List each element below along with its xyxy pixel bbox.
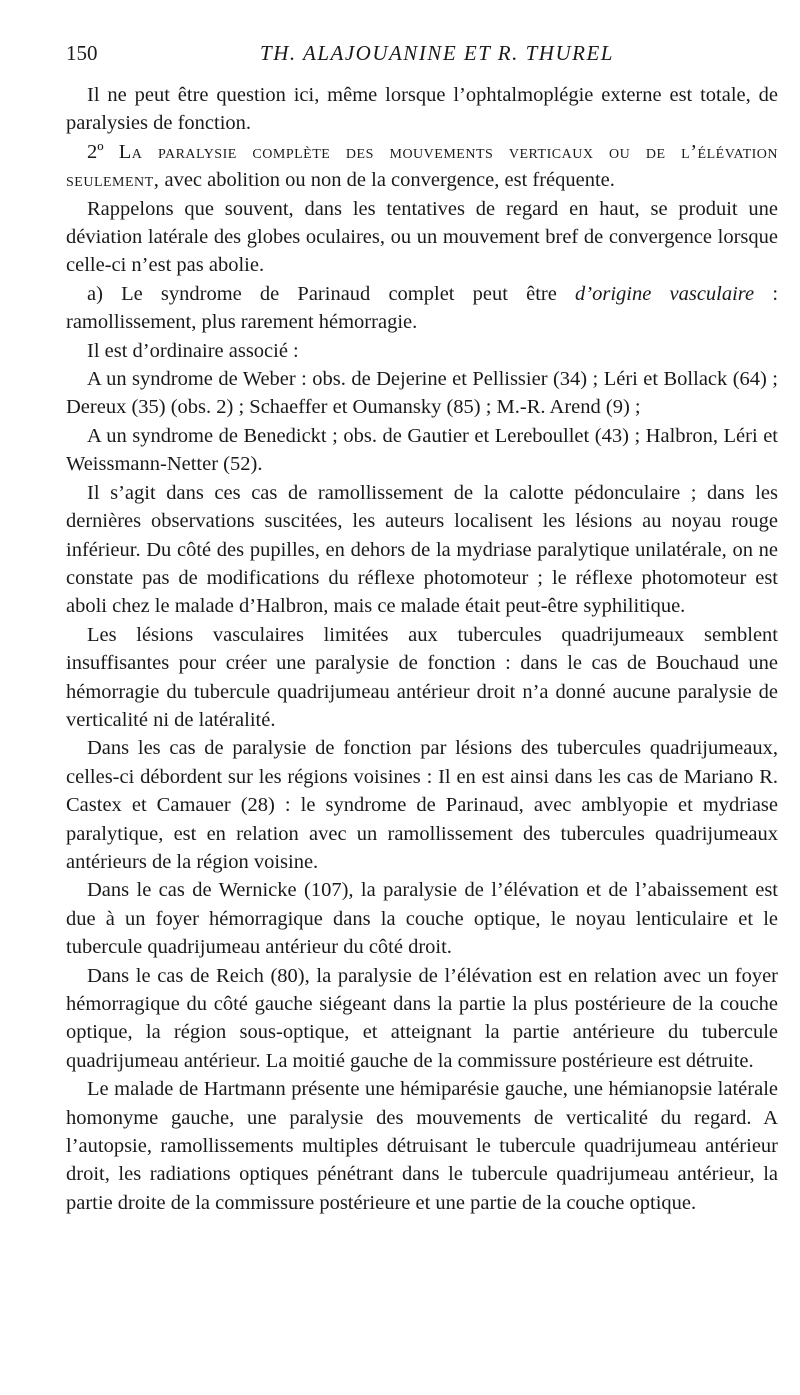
section-number: 2º [87,140,104,163]
paragraph: Les lésions vasculaires limitées aux tubercules quadrijumeaux semblent insuffisantes pour créer une paralysie de fonction : dans le cas de Bouchaud une hémorragie du tubercule quadrijumeau antérieur droit n’a donné aucune paralysie de verticalité ni de latéralité. [66,623,778,731]
running-head: TH. ALAJOUANINE ET R. THUREL [260,41,614,65]
page-number: 150 [66,41,98,65]
emphasis-text: d’origine vasculaire [575,282,755,305]
paragraph: Il est d’ordinaire associé : [87,339,299,362]
paragraph [66,138,778,195]
paragraph: Dans le cas de Wernicke (107), la paralysie de l’élévation et de l’abaissement est due à un foyer hémorragique dans la couche optique, le noyau lenticulaire et le tubercule quadrijumeau antérieur du côté droit. [66,879,778,959]
paragraph: A un syndrome de Benedickt ; obs. de Gautier et Lereboullet (43) ; Halbron, Léri et Weissmann-Netter (52). [66,424,778,476]
paragraph: Rappelons que souvent, dans les tentatives de regard en haut, se produit une déviation latérale des globes oculaires, ou un mouvement bref de convergence lorsque celle-ci n’est pas abolie. [66,197,778,277]
paragraph: A un syndrome de Weber : obs. de Dejerine et Pellissier (34) ; Léri et Bollack (64) ; Dereux (35) (obs. 2) ; Schaeffer et Oumansky (85) ; M.-R. Arend (9) ; [66,368,778,419]
section-heading: La paralysie complète des mouvements verticaux ou de l’élévation seulement, [66,140,779,192]
paragraph: Il s’agit dans ces cas de ramollissement de la calotte pédonculaire ; dans les dernières observations suscitées, les auteurs localisent les lésions au noyau rouge inférieur. Du côté des pupilles, en dehors de la mydriase paralytique unilatérale, on ne constate pas de modifications du réflexe photomoteur ; le réflexe photomoteur est aboli chez le malade d’Halbron, mais ce malade était peut-être syphilitique. [66,481,778,618]
paragraph: Dans le cas de Reich (80), la paralysie de l’élévation est en relation avec un foyer hémorragique du côté gauche siégeant dans la partie la plus postérieure de la couche optique, la région sous-optique, et atteignant la partie antérieure du tubercule quadrijumeau antérieur. La moitié gauche de la commissure postérieure est détruite. [66,964,778,1072]
page-header [66,38,778,68]
body-text [66,81,778,1217]
paragraph: Le malade de Hartmann présente une hémiparésie gauche, une hémianopsie latérale homonyme gauche, une paralysie des mouvements de verticalité du regard. A l’autopsie, ramollissements multiples détruisant le tubercule quadrijumeau antérieur droit, les radiations optiques pénétrant dans le tubercule quadrijumeau antérieur, la partie droite de la commissure postérieure et une partie de la couche optique. [66,1078,778,1214]
paragraph-text: avec abolition ou non de la convergence, est fréquente. [164,169,615,192]
paragraph-tail: : ramollissement, plus rarement hémorragie. [66,282,779,334]
paragraph [66,280,778,337]
paragraph: Dans les cas de paralysie de fonction par lésions des tubercules quadrijumeaux, celles-ci débordent sur les régions voisines : Il en est ainsi dans les cas de Mariano R. Castex et Camauer (28) : le syndrome de Parinaud, avec amblyopie et mydriase paralytique, est en relation avec un ramollissement des tubercules quadrijumeaux antérieurs de la région voisine. [66,737,778,873]
paragraph: Il ne peut être question ici, même lorsque l’ophtalmoplégie externe est totale, de paralysies de fonction. [66,84,778,135]
paragraph-lead: a) Le syndrome de Parinaud complet peut être [87,282,557,305]
